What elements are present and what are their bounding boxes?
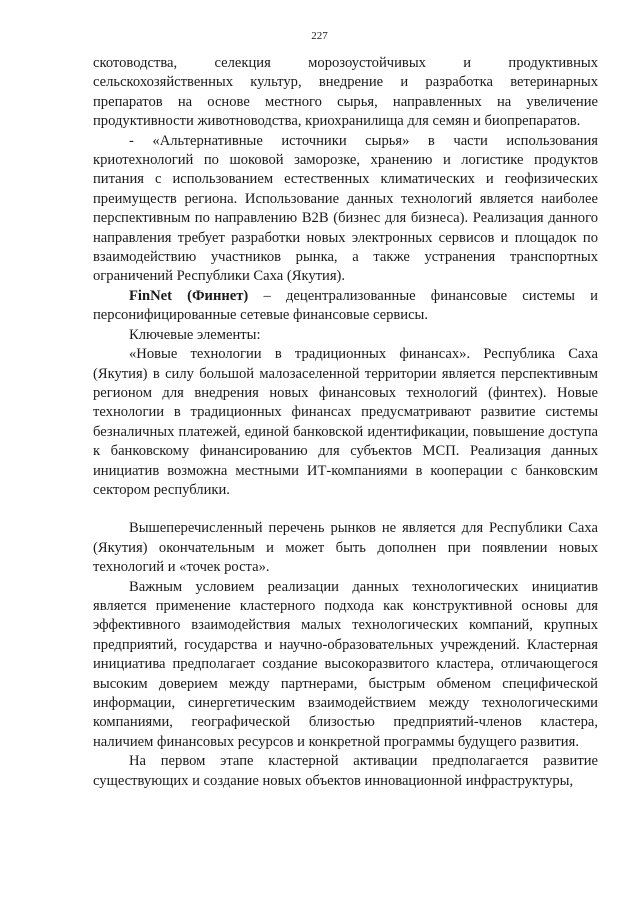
page-number-text: 227	[311, 30, 328, 42]
paragraph-key-elements: Ключевые элементы:	[129, 326, 261, 343]
paragraph-new-tech-finance: «Новые технологии в традиционных финансах». Республика Саха (Якутия) в силу большой малозаселенной территории является перспективным регионом для внедрения новых финансовых технологий (финтех). Новые технологии в традиционных финансах предусматривают развитие системы безналичных платежей, единой банковской идентификации, повышение доступа к банковскому финансированию для субъектов МСП. Реализация данных инициатив возможна местными ИТ-компаниями в кооперации с банковским сектором республики.	[93, 346, 598, 498]
paragraph-markets-list: Вышеперечисленный перечень рынков не является для Республики Саха (Якутия) окончательным и может быть дополнен при появлении новых технологий и «точек роста».	[93, 520, 598, 576]
page-number	[93, 30, 598, 42]
paragraph-cluster-approach: Важным условием реализации данных технологических инициатив является применение кластерного подхода как конструктивной основы для эффективного взаимодействия малых технологических компаний, крупных предприятий, государства и научно-образовательных учреждений. Кластерная инициатива предполагает создание высокоразвитого кластера, отличающегося высоким доверием между партнерами, быстрым обменом специфической информации, синергетическим взаимодействием между технологическими компаниями, географической близостью предприятий-членов кластера, наличием финансовых ресурсов и конкретной программы будущего развития.	[93, 578, 598, 750]
paragraph-first-stage: На первом этапе кластерной активации предполагается развитие существующих и создание новых объектов инновационной инфраструктуры,	[93, 753, 598, 789]
paragraph-gap	[93, 500, 598, 519]
finnet-definition: – децентрализованные финансовые системы и персонифицированные сетевые финансовые сервисы.	[93, 287, 598, 324]
finnet-heading: FinNet (Финнет)	[129, 287, 249, 304]
paragraph-alternative-sources: - «Альтернативные источники сырья» в части использования криотехнологий по шоковой заморозке, хранению и логистике продуктов питания с использованием естественных климатических и геофизических преимуществ региона. Использование данных технологий является наиболее перспективным по направлению B2B (бизнес для бизнеса). Реализация данного направления требует разработки новых электронных сервисов и площадок по взаимодействию участников рынка, а также устранения транспортных ограничений Республики Саха (Якутия).	[93, 132, 598, 285]
paragraph-livestock: скотоводства, селекция морозоустойчивых и продуктивных сельскохозяйственных культур, внедрение и разработка ветеринарных препаратов на основе местного сырья, направленных на увеличение продуктивности животноводства, криохранилища для семян и биопрепаратов.	[93, 55, 598, 130]
paragraph-finnet	[93, 287, 598, 326]
